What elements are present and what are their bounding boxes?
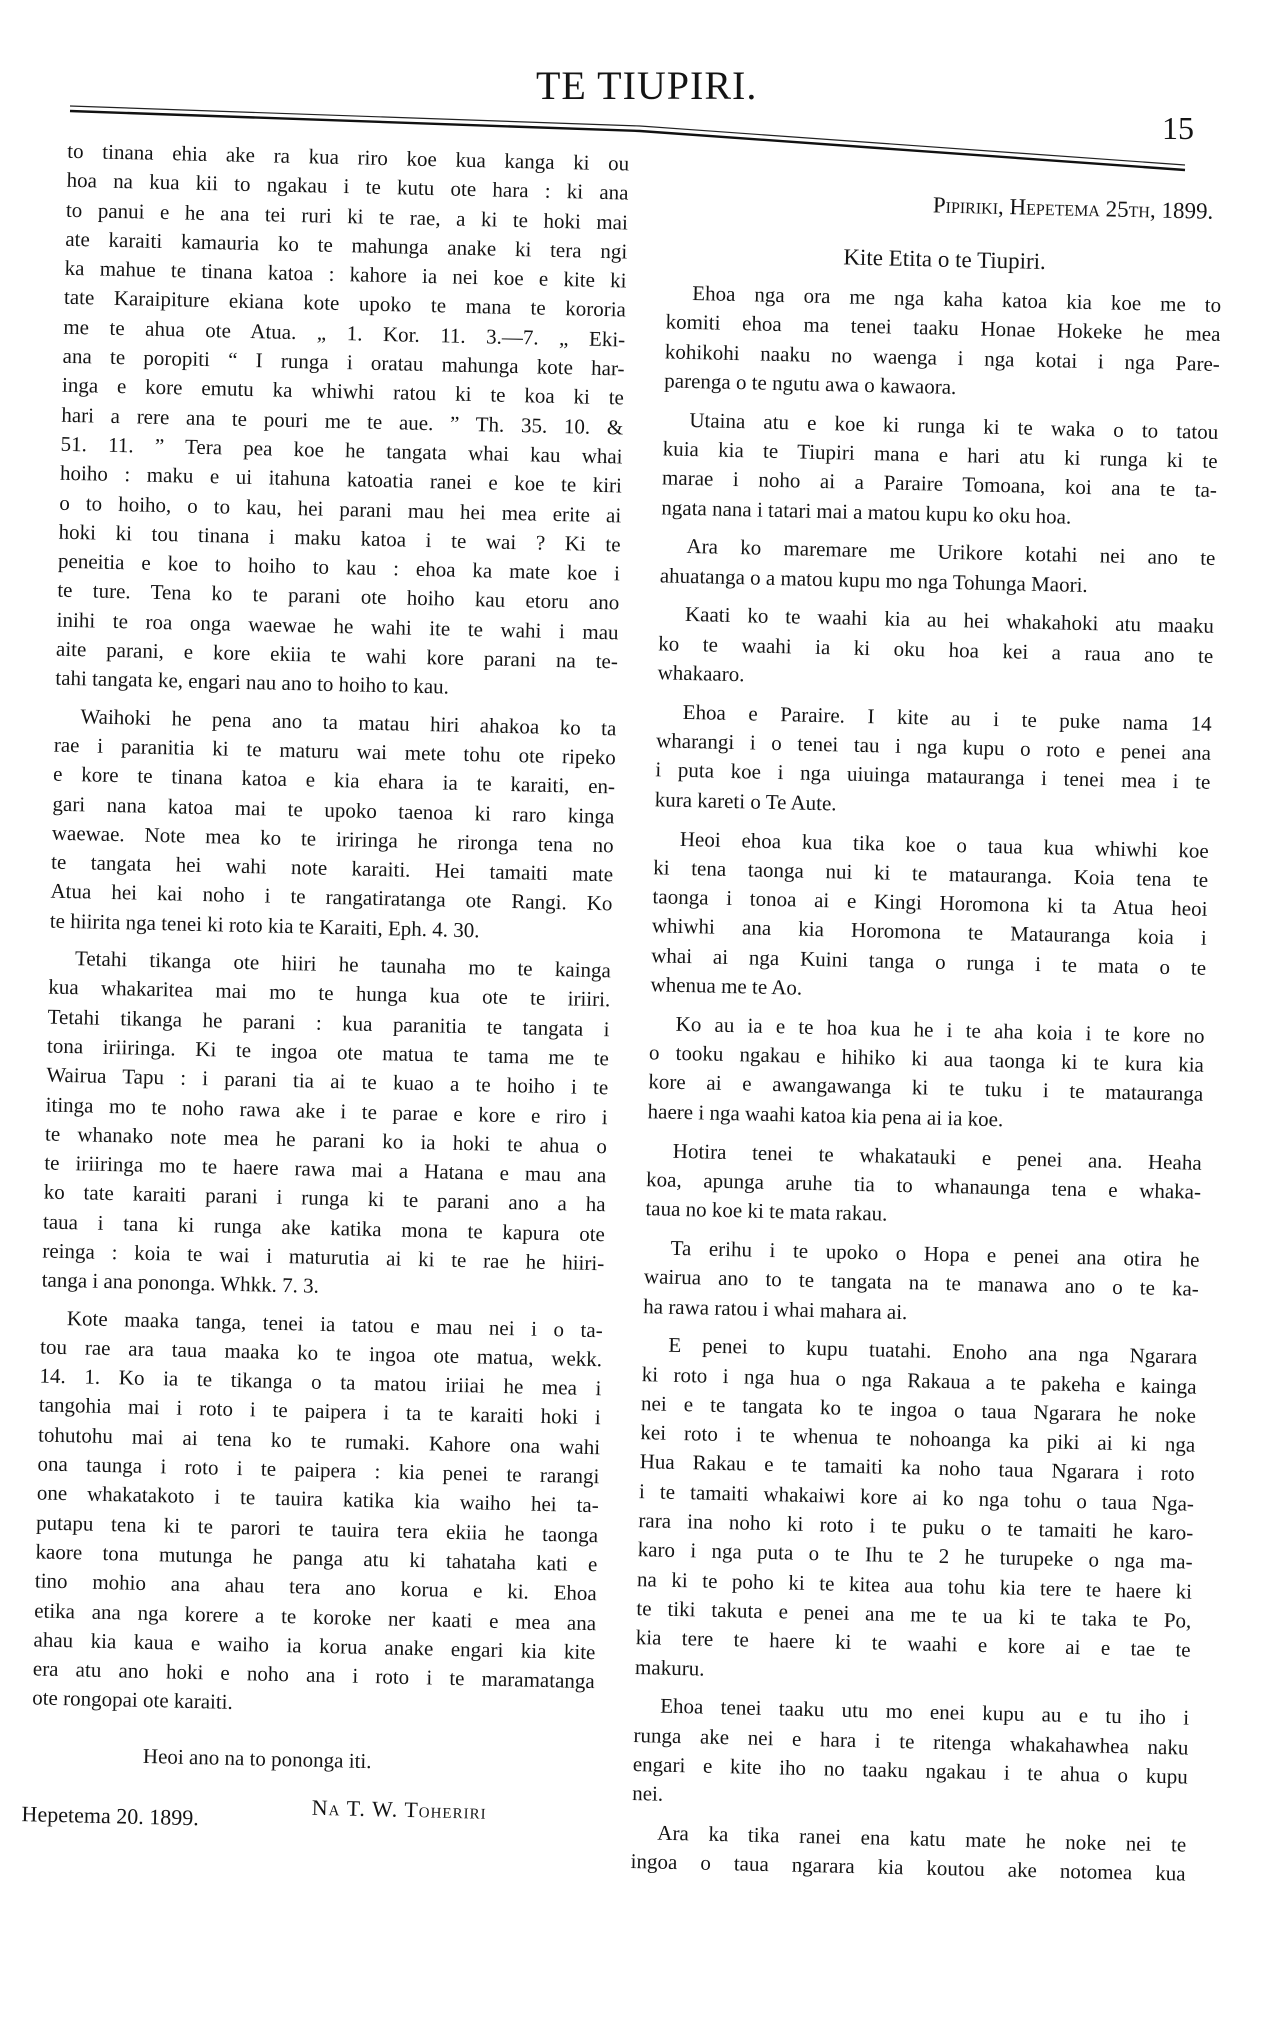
text-line: tanga i ana pononga. Whkk. 7. 3. bbox=[41, 1267, 320, 1299]
text-line: taua no koe ki te mata rakau. bbox=[645, 1196, 888, 1226]
text-line: inihi te roa onga waewae he wahi ite te wahi i mau bbox=[56, 607, 619, 645]
text-line: te whanako note mea he parani ko ia hoki te ahua o bbox=[44, 1121, 608, 1159]
text-line: tona iriiringa. Ki te ingoa ote matua te tama me te bbox=[46, 1033, 610, 1071]
text-line: i puta koe i nga uiuinga matauranga i tenei mea i te bbox=[655, 757, 1211, 795]
text-line: taua i tana ki runga ake katika mona te kapura ote bbox=[42, 1209, 606, 1246]
text-line: Tetahi tikanga ote hiiri he taunaha mo te kainga bbox=[74, 946, 612, 983]
text-line: Hua Rakau e te tamaiti ka noho taua Ngarara i roto bbox=[639, 1449, 1195, 1487]
text-line: kore ai e awangawanga ki te tuku i te matauranga bbox=[648, 1069, 1204, 1107]
paragraph bbox=[643, 1233, 1200, 1333]
text-line: kua whakaritea mai mo te hunga kua ote te iriiri. bbox=[48, 974, 611, 1012]
text-line: E penei to kupu tuatahi. Enoho ana nga Ngarara bbox=[668, 1333, 1198, 1370]
text-line: whai ai nga Kuini tanga o runga i te mata o te bbox=[650, 942, 1207, 980]
text-line: whenua me te Ao. bbox=[650, 972, 803, 1000]
text-line: Waihoki he pena ano ta matau hiri ahakoa ko ta bbox=[80, 703, 617, 741]
text-line: era atu ano hoki e noho ana i roto i te maramatanga bbox=[32, 1656, 596, 1694]
left-column bbox=[32, 137, 630, 1734]
right-column bbox=[630, 278, 1221, 1898]
text-line: gari nana katoa mai te upoko taenoa ki raro kinga bbox=[52, 791, 615, 828]
text-line: ko tate karaiti parani i runga ki te parani ano a ha bbox=[43, 1179, 606, 1217]
paragraph bbox=[661, 405, 1219, 535]
text-line: ki roto i nga hua o nga Rakaua a te pakeha e kainga bbox=[641, 1361, 1197, 1399]
text-line: ngata nana i tatari mai a matou kupu ko oku hoa. bbox=[661, 494, 1072, 529]
text-line: ote rongopai ote karaiti. bbox=[31, 1685, 234, 1715]
text-line: te ture. Tena ko te parani ote hoiho kau etoru ano bbox=[57, 578, 620, 615]
page-number: 15 bbox=[1162, 110, 1194, 146]
text-line: putapu tena ki te parori te tauira tera ekiia he taonga bbox=[35, 1510, 599, 1547]
paragraph bbox=[650, 824, 1209, 1012]
text-line: runga ake nei e hara i te ritenga whakahawhea naku bbox=[633, 1722, 1189, 1760]
text-line: ha rawa ratou i whai mahara ai. bbox=[643, 1293, 908, 1324]
text-line: te iriiringa mo te haere rawa mai a Hatana e mau ana bbox=[44, 1150, 607, 1188]
text-line: karo i nga puta o te Ihu te 2 he turupeke o nga ma- bbox=[637, 1537, 1193, 1575]
text-line: Ta erihu i te upoko o Hopa e penei ana otira he bbox=[670, 1235, 1200, 1272]
text-line: wairua ano to te tangata na te manawa ano o te ka- bbox=[643, 1264, 1200, 1301]
text-line: o tooku ngakau e hihiko ki aua taonga ki te kura kia bbox=[648, 1040, 1205, 1077]
text-line: tate Karaipiture ekiana kote upoko te mana te kororia bbox=[63, 285, 627, 322]
text-line: wharangi i o tenei tau i nga kupu o roto e penei ana bbox=[655, 728, 1212, 766]
letter-salutation: Kite Etita o te Tiupiri. bbox=[843, 244, 1047, 275]
paragraph bbox=[32, 1303, 603, 1726]
text-line: to panui e he ana tei ruri ki te rae, a ki te hoki mai bbox=[65, 197, 629, 235]
text-line: marae i noho ai a Paraire Tomoana, koi ana te ta- bbox=[661, 465, 1218, 503]
text-line: Heoi ehoa kua tika koe o taua kua whiwhi koe bbox=[679, 826, 1210, 863]
text-line: komiti ehoa ma tenei taaku Honae Hokeke he mea bbox=[665, 309, 1221, 347]
text-line: ki tena taonga nui ki te matauranga. Koia tena te bbox=[652, 855, 1209, 892]
paragraph bbox=[632, 1691, 1190, 1821]
text-line: Utaina atu e koe ki runga ki te waka o to tatou bbox=[689, 407, 1219, 444]
text-line: taonga i tonoa ai e Kingi Horomona ki ta Atua heoi bbox=[652, 884, 1208, 921]
text-line: tou rae ara taua maaka ko te ingoa ote matua, wekk. bbox=[39, 1334, 603, 1372]
text-line: whakaaro. bbox=[657, 660, 745, 687]
text-line: te tangata hei wahi note karaiti. Hei tamaiti mate bbox=[50, 849, 614, 887]
text-line: Ara ko maremare me Urikore kotahi nei ano te bbox=[686, 534, 1216, 571]
letter-date: Hepetema 20. 1899. bbox=[21, 1801, 200, 1831]
text-line: reinga : koia te wai i maturutia ai ki te rae he hiiri- bbox=[42, 1238, 605, 1276]
paragraph bbox=[660, 532, 1216, 603]
paragraph bbox=[50, 701, 617, 948]
text-line: te tiki takuta e penei ana me te ua ki te taka te Po, bbox=[636, 1596, 1192, 1633]
text-line: Ehoa nga ora me nga kaha katoa kia koe me to bbox=[692, 281, 1222, 318]
text-line: nei e te tangata ko te ingoa o taua Ngarara he noke bbox=[640, 1391, 1197, 1428]
paragraph bbox=[657, 600, 1214, 700]
text-line: parenga o te ngutu awa o kawaora. bbox=[664, 368, 957, 399]
text-line: peneitia e koe to hoiho to kau : ehoa ka mate koe i bbox=[57, 548, 621, 586]
text-line: ana te poropiti “ I runga i oratau mahunga kote har- bbox=[62, 343, 625, 381]
text-line: me te ahua ote Atua. „ 1. Kor. 11. 3.—7. „ Eki- bbox=[63, 314, 626, 352]
text-line: kura kareti o Te Aute. bbox=[654, 787, 837, 816]
text-line: kuia kia te Tiupiri mana e hari atu ki runga ki te bbox=[662, 436, 1218, 473]
text-line: Ehoa e Paraire. I kite au i te puke nama 14 bbox=[682, 699, 1212, 736]
text-line: ingoa o taua ngarara kia koutou ake notomea kua bbox=[630, 1849, 1186, 1886]
text-line: 14. 1. Ko ia te tikanga o ta matou iriiai he mea i bbox=[39, 1363, 602, 1401]
text-line: tangohia mai i roto i te paipera i ta te karaiti hoki i bbox=[38, 1392, 602, 1430]
text-line: nei. bbox=[631, 1781, 664, 1806]
paragraph bbox=[664, 278, 1222, 408]
text-line: rae i paranitia ki te maturu wai mete tohu ote ripeko bbox=[53, 732, 616, 770]
newspaper-title: TE TIUPIRI. bbox=[536, 63, 758, 108]
text-line: Ko au ia e te hoa kua he i te aha koia i te kore no bbox=[675, 1011, 1205, 1048]
text-line: i te tamaiti whakaiwi kore ai ko nga tohu o taua Nga- bbox=[638, 1478, 1195, 1516]
text-line: e kore te tinana katoa e kia ehara ia te karaiti, en- bbox=[52, 761, 616, 799]
text-line: one whakatakoto i te tauira katika kia waiho hei ta- bbox=[36, 1480, 600, 1518]
text-line: kia tere te haere ki te waahi e kore ai e tae te bbox=[635, 1625, 1191, 1662]
text-line: engari e kite iho no taaku ngakau i te ahua o kupu bbox=[632, 1751, 1189, 1789]
text-line: o to hoiho, o to kau, hei parani mau hei mea erite ai bbox=[59, 490, 622, 528]
text-line: koa, apunga aruhe tia to whanaunga tena e whaka- bbox=[645, 1166, 1202, 1204]
text-line: ka mahue te tinana katoa : kahore ia nei koe e kite ki bbox=[64, 255, 627, 293]
letter-dateline: Pipiriki, Hepetema 25th, 1899. bbox=[932, 192, 1214, 224]
text-line: whiwhi ana kia Horomona te Matauranga koia i bbox=[651, 913, 1208, 951]
text-line: kei roto i te whenua te nohoanga ka piki ai ki nga bbox=[640, 1420, 1196, 1457]
text-line: hoa na kua kii to ngakau i te kutu ote hara : ki ana bbox=[66, 168, 629, 205]
text-line: Tetahi tikanga he parani : kua paranitia te tangata i bbox=[47, 1004, 610, 1041]
text-line: Atua hei kai noho i te rangatiratanga ote Rangi. Ko bbox=[50, 879, 613, 916]
text-line: ate karaiti kamauria ko te mahunga anake ki tera ngi bbox=[65, 226, 628, 264]
text-line: Kaati ko te waahi kia au hei whakahoki atu maaku bbox=[684, 602, 1215, 639]
text-line: ko te waahi ia ki oku hoa kei a raua ano te bbox=[658, 631, 1214, 668]
text-line: haere i nga waahi katoa kia pena ai ia koe. bbox=[647, 1098, 1004, 1131]
paragraph bbox=[654, 697, 1212, 827]
text-line: Ara ka tika ranei ena katu mate he noke nei te bbox=[657, 1820, 1187, 1857]
paragraph bbox=[647, 1009, 1205, 1139]
text-line: tahi tangata ke, engari nau ano to hoiho to kau. bbox=[55, 665, 450, 699]
text-line: hari a rere ana te pouri me te aue. ” Th. 35. 10. & bbox=[61, 402, 624, 440]
text-line: na ki te poho ki te kitea aua tohu kia tere te haere ki bbox=[636, 1566, 1193, 1604]
text-line: waewae. Note mea ko te iriringa he rironga tena no bbox=[51, 820, 615, 858]
paragraph bbox=[41, 944, 611, 1308]
text-line: rara ina noho ki roto i te puku o te tamaiti he karo- bbox=[638, 1508, 1194, 1545]
text-line: Wairua Tapu : i parani tia ai te kuao a te hoiho i te bbox=[46, 1062, 609, 1100]
text-line: te hiirita nga tenei ki roto kia te Karaiti, Eph. 4. 30. bbox=[49, 908, 480, 943]
text-line: Hotira tenei te whakatauki e penei ana. Heaha bbox=[672, 1138, 1202, 1175]
text-line: inga e kore emutu ka whiwhi ratou ki te koa ki te bbox=[61, 373, 625, 410]
text-line: kohikohi naaku no waenga i nga kotai i nga Pare- bbox=[664, 338, 1221, 376]
text-line: hoki ki tou tinana i maku katoa i te wai ? Ki te bbox=[58, 519, 621, 557]
signature: Na T. W. Toheriri bbox=[311, 1794, 487, 1824]
text-line: ona taunga i roto i te paipera : kia penei te rarangi bbox=[37, 1451, 600, 1489]
closing-line: Heoi ano na to pononga iti. bbox=[142, 1743, 372, 1774]
text-line: etika ana nga korere a te koroke ner kaati e mea ana bbox=[33, 1597, 597, 1635]
paragraph bbox=[635, 1330, 1198, 1694]
text-line: 51. 11. ” Tera pea koe he tangata whai kau whai bbox=[60, 431, 623, 469]
paragraph bbox=[630, 1818, 1186, 1889]
paragraph bbox=[645, 1136, 1202, 1236]
text-line: kaore tona mutunga he panga atu ki tahataha kati e bbox=[35, 1539, 598, 1577]
text-line: tino mohio ana ahau tera ano korua e ki. Ehoa bbox=[34, 1568, 598, 1606]
paragraph bbox=[55, 137, 629, 706]
text-line: Ehoa tenei taaku utu mo enei kupu au e tu iho i bbox=[659, 1694, 1190, 1730]
text-line: tohutohu mai ai tena ko te rumaki. Kahore ona wahi bbox=[37, 1422, 601, 1459]
text-line: ahuatanga o a matou kupu mo nga Tohunga Maori. bbox=[659, 563, 1089, 597]
text-line: to tinana ehia ake ra kua riro koe kua kanga ki ou bbox=[67, 138, 630, 176]
text-line: makuru. bbox=[634, 1654, 705, 1681]
text-line: hoiho : maku e ui itahuna katoatia ranei e koe te kiri bbox=[59, 460, 623, 498]
text-line: itinga mo te noho rawa ake i te parae e kore e riro i bbox=[45, 1092, 608, 1129]
text-line: Kote maaka tanga, tenei ia tatou e mau nei i o ta- bbox=[66, 1305, 604, 1342]
text-line: ahau kia kaua e waiho ia korua anake engari kia kite bbox=[33, 1627, 596, 1664]
text-line: aite parani, e kore ekiia te wahi kore parani na te- bbox=[55, 636, 619, 674]
